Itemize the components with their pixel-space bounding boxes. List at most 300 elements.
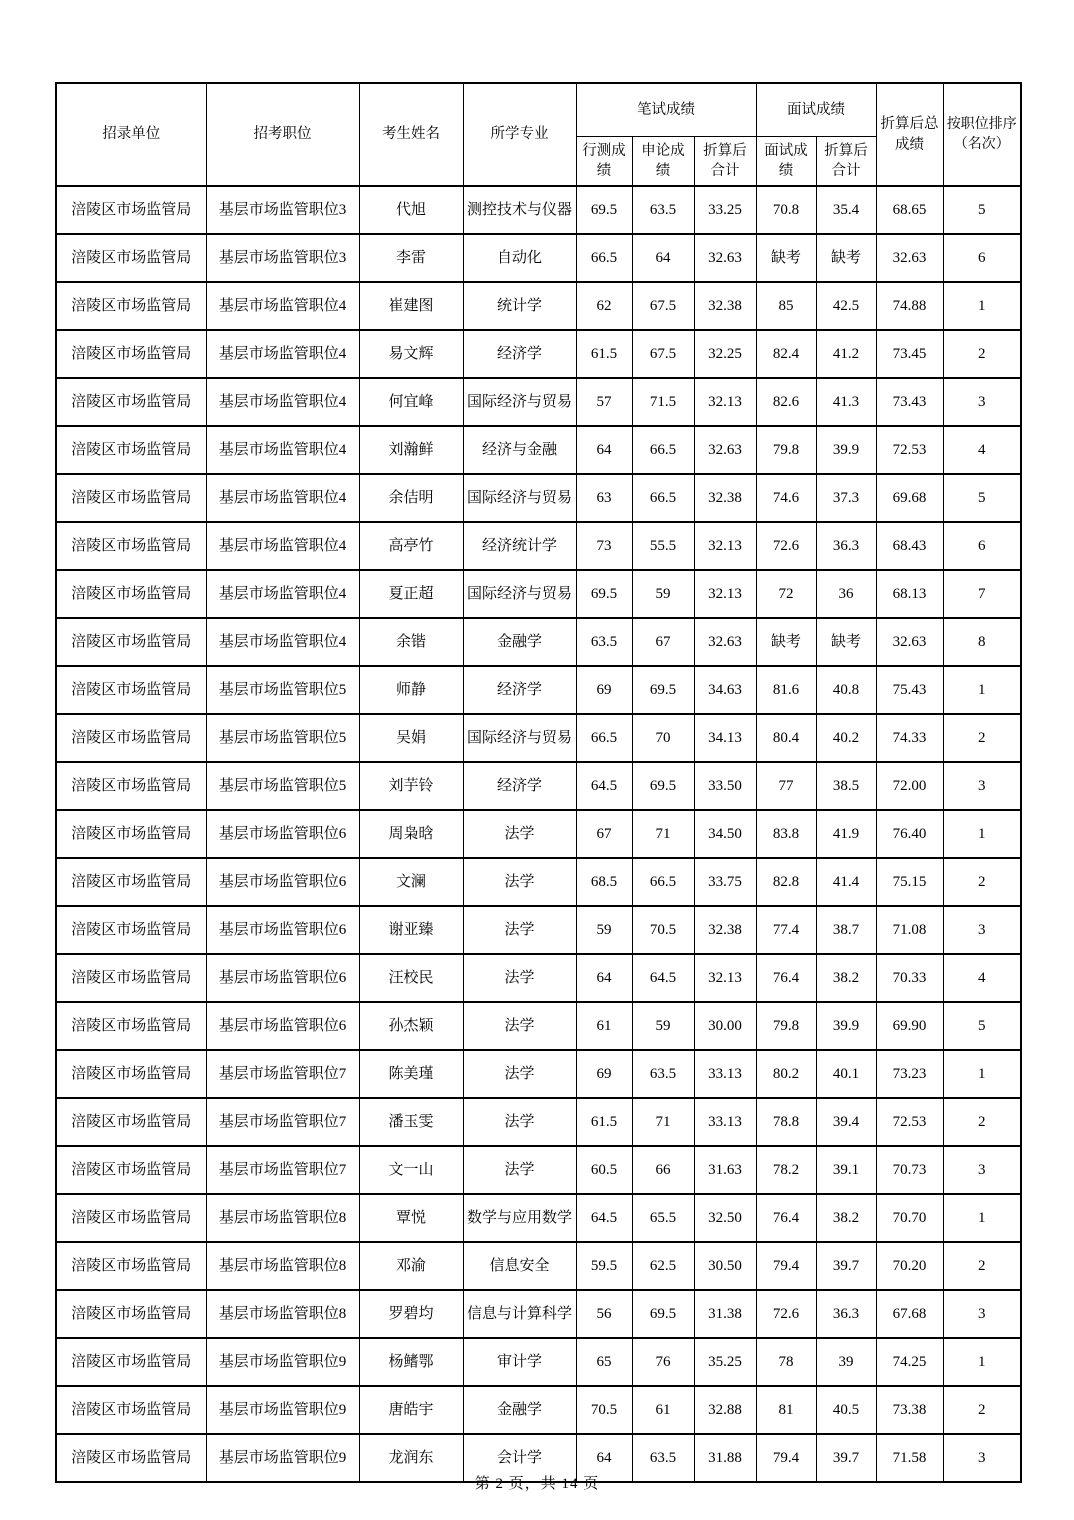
table-row <box>56 474 1021 522</box>
cell-written-converted: 32.38 <box>694 906 756 954</box>
cell-rank: 2 <box>943 1098 1021 1146</box>
cell-interview-converted: 38.2 <box>816 954 876 1002</box>
header-total-score: 折算后总成绩 <box>876 83 943 186</box>
cell-major: 国际经济与贸易 <box>463 570 576 618</box>
cell-position: 基层市场监管职位9 <box>206 1338 359 1386</box>
table-row <box>56 1386 1021 1434</box>
cell-written-converted: 33.75 <box>694 858 756 906</box>
table-row <box>56 186 1021 234</box>
cell-candidate-name: 代旭 <box>359 186 463 234</box>
cell-xingce-score: 66.5 <box>576 714 632 762</box>
cell-major: 法学 <box>463 954 576 1002</box>
cell-major: 法学 <box>463 906 576 954</box>
cell-position: 基层市场监管职位6 <box>206 906 359 954</box>
cell-position: 基层市场监管职位7 <box>206 1050 359 1098</box>
cell-position: 基层市场监管职位4 <box>206 282 359 330</box>
cell-candidate-name: 刘瀚鲜 <box>359 426 463 474</box>
cell-position: 基层市场监管职位4 <box>206 330 359 378</box>
cell-unit: 涪陵区市场监管局 <box>56 1242 206 1290</box>
cell-written-converted: 30.00 <box>694 1002 756 1050</box>
cell-shenlun-score: 70 <box>632 714 694 762</box>
table-row <box>56 810 1021 858</box>
cell-written-converted: 32.88 <box>694 1386 756 1434</box>
cell-unit: 涪陵区市场监管局 <box>56 1050 206 1098</box>
cell-total-score: 74.88 <box>876 282 943 330</box>
cell-rank: 1 <box>943 1194 1021 1242</box>
cell-rank: 1 <box>943 666 1021 714</box>
cell-interview-converted: 缺考 <box>816 618 876 666</box>
cell-written-converted: 32.13 <box>694 378 756 426</box>
cell-total-score: 75.43 <box>876 666 943 714</box>
cell-unit: 涪陵区市场监管局 <box>56 1098 206 1146</box>
cell-total-score: 73.45 <box>876 330 943 378</box>
cell-candidate-name: 吴娟 <box>359 714 463 762</box>
cell-rank: 3 <box>943 906 1021 954</box>
cell-written-converted: 32.13 <box>694 570 756 618</box>
cell-major: 统计学 <box>463 282 576 330</box>
cell-written-converted: 34.63 <box>694 666 756 714</box>
cell-major: 信息与计算科学 <box>463 1290 576 1338</box>
cell-total-score: 67.68 <box>876 1290 943 1338</box>
cell-candidate-name: 汪校民 <box>359 954 463 1002</box>
cell-major: 法学 <box>463 1146 576 1194</box>
cell-position: 基层市场监管职位3 <box>206 186 359 234</box>
cell-shenlun-score: 66.5 <box>632 858 694 906</box>
cell-rank: 2 <box>943 858 1021 906</box>
cell-interview-score: 79.4 <box>756 1242 816 1290</box>
cell-shenlun-score: 65.5 <box>632 1194 694 1242</box>
cell-rank: 2 <box>943 1386 1021 1434</box>
cell-candidate-name: 何宜峰 <box>359 378 463 426</box>
cell-total-score: 73.43 <box>876 378 943 426</box>
table-row <box>56 570 1021 618</box>
cell-shenlun-score: 71 <box>632 1098 694 1146</box>
cell-xingce-score: 69.5 <box>576 186 632 234</box>
cell-total-score: 76.40 <box>876 810 943 858</box>
table-row <box>56 426 1021 474</box>
cell-unit: 涪陵区市场监管局 <box>56 474 206 522</box>
cell-candidate-name: 余佶明 <box>359 474 463 522</box>
cell-shenlun-score: 63.5 <box>632 1434 694 1482</box>
cell-rank: 3 <box>943 1434 1021 1482</box>
cell-interview-score: 83.8 <box>756 810 816 858</box>
cell-shenlun-score: 59 <box>632 1002 694 1050</box>
cell-position: 基层市场监管职位3 <box>206 234 359 282</box>
cell-xingce-score: 61.5 <box>576 1098 632 1146</box>
cell-interview-score: 72.6 <box>756 1290 816 1338</box>
header-row-top <box>56 83 1021 137</box>
cell-unit: 涪陵区市场监管局 <box>56 570 206 618</box>
cell-unit: 涪陵区市场监管局 <box>56 234 206 282</box>
cell-position: 基层市场监管职位6 <box>206 858 359 906</box>
cell-written-converted: 30.50 <box>694 1242 756 1290</box>
cell-rank: 1 <box>943 1338 1021 1386</box>
cell-rank: 4 <box>943 954 1021 1002</box>
cell-total-score: 72.53 <box>876 426 943 474</box>
cell-unit: 涪陵区市场监管局 <box>56 378 206 426</box>
cell-total-score: 69.68 <box>876 474 943 522</box>
cell-shenlun-score: 66 <box>632 1146 694 1194</box>
cell-candidate-name: 文一山 <box>359 1146 463 1194</box>
cell-xingce-score: 64 <box>576 426 632 474</box>
table-row <box>56 618 1021 666</box>
cell-candidate-name: 覃悦 <box>359 1194 463 1242</box>
cell-interview-converted: 36.3 <box>816 1290 876 1338</box>
cell-total-score: 71.08 <box>876 906 943 954</box>
table-row <box>56 234 1021 282</box>
cell-interview-converted: 41.2 <box>816 330 876 378</box>
table-row <box>56 714 1021 762</box>
cell-unit: 涪陵区市场监管局 <box>56 618 206 666</box>
cell-interview-score: 79.8 <box>756 426 816 474</box>
header-interview-converted: 折算后合计 <box>816 137 876 187</box>
cell-rank: 6 <box>943 522 1021 570</box>
cell-interview-converted: 39.4 <box>816 1098 876 1146</box>
cell-interview-score: 78 <box>756 1338 816 1386</box>
cell-unit: 涪陵区市场监管局 <box>56 1146 206 1194</box>
cell-written-converted: 34.13 <box>694 714 756 762</box>
cell-position: 基层市场监管职位7 <box>206 1146 359 1194</box>
table-header <box>56 83 1021 186</box>
cell-shenlun-score: 71 <box>632 810 694 858</box>
cell-interview-converted: 36.3 <box>816 522 876 570</box>
cell-unit: 涪陵区市场监管局 <box>56 1386 206 1434</box>
cell-rank: 1 <box>943 282 1021 330</box>
cell-xingce-score: 61 <box>576 1002 632 1050</box>
cell-shenlun-score: 69.5 <box>632 762 694 810</box>
table-row <box>56 378 1021 426</box>
cell-written-converted: 31.88 <box>694 1434 756 1482</box>
table-row <box>56 1002 1021 1050</box>
cell-total-score: 68.43 <box>876 522 943 570</box>
table-row <box>56 666 1021 714</box>
cell-shenlun-score: 62.5 <box>632 1242 694 1290</box>
cell-written-converted: 33.13 <box>694 1098 756 1146</box>
cell-major: 法学 <box>463 1098 576 1146</box>
cell-interview-score: 74.6 <box>756 474 816 522</box>
cell-unit: 涪陵区市场监管局 <box>56 954 206 1002</box>
cell-candidate-name: 孙杰颖 <box>359 1002 463 1050</box>
cell-shenlun-score: 63.5 <box>632 1050 694 1098</box>
cell-total-score: 70.73 <box>876 1146 943 1194</box>
cell-xingce-score: 64 <box>576 1434 632 1482</box>
cell-position: 基层市场监管职位6 <box>206 1002 359 1050</box>
table-row <box>56 858 1021 906</box>
cell-position: 基层市场监管职位4 <box>206 426 359 474</box>
cell-shenlun-score: 64.5 <box>632 954 694 1002</box>
table-row <box>56 1242 1021 1290</box>
cell-shenlun-score: 71.5 <box>632 378 694 426</box>
cell-shenlun-score: 64 <box>632 234 694 282</box>
cell-major: 测控技术与仪器 <box>463 186 576 234</box>
cell-interview-converted: 38.5 <box>816 762 876 810</box>
cell-position: 基层市场监管职位4 <box>206 618 359 666</box>
table-row <box>56 1098 1021 1146</box>
cell-unit: 涪陵区市场监管局 <box>56 1338 206 1386</box>
cell-written-converted: 32.13 <box>694 954 756 1002</box>
cell-rank: 6 <box>943 234 1021 282</box>
cell-written-converted: 32.13 <box>694 522 756 570</box>
cell-interview-converted: 40.2 <box>816 714 876 762</box>
cell-interview-score: 82.4 <box>756 330 816 378</box>
cell-written-converted: 33.13 <box>694 1050 756 1098</box>
table-row <box>56 1194 1021 1242</box>
cell-shenlun-score: 55.5 <box>632 522 694 570</box>
cell-position: 基层市场监管职位6 <box>206 954 359 1002</box>
cell-candidate-name: 杨鳍鄂 <box>359 1338 463 1386</box>
cell-written-converted: 32.63 <box>694 426 756 474</box>
cell-xingce-score: 64.5 <box>576 762 632 810</box>
cell-total-score: 72.00 <box>876 762 943 810</box>
cell-xingce-score: 56 <box>576 1290 632 1338</box>
cell-xingce-score: 73 <box>576 522 632 570</box>
cell-major: 法学 <box>463 858 576 906</box>
cell-position: 基层市场监管职位9 <box>206 1434 359 1482</box>
cell-candidate-name: 崔建图 <box>359 282 463 330</box>
cell-unit: 涪陵区市场监管局 <box>56 522 206 570</box>
cell-total-score: 73.23 <box>876 1050 943 1098</box>
cell-interview-score: 81 <box>756 1386 816 1434</box>
cell-rank: 3 <box>943 762 1021 810</box>
cell-position: 基层市场监管职位5 <box>206 666 359 714</box>
cell-interview-converted: 39.9 <box>816 426 876 474</box>
cell-interview-converted: 39.9 <box>816 1002 876 1050</box>
cell-shenlun-score: 61 <box>632 1386 694 1434</box>
cell-total-score: 32.63 <box>876 234 943 282</box>
cell-rank: 3 <box>943 1290 1021 1338</box>
cell-interview-converted: 38.2 <box>816 1194 876 1242</box>
cell-interview-converted: 38.7 <box>816 906 876 954</box>
cell-unit: 涪陵区市场监管局 <box>56 906 206 954</box>
cell-interview-score: 77.4 <box>756 906 816 954</box>
cell-interview-converted: 42.5 <box>816 282 876 330</box>
cell-interview-score: 72 <box>756 570 816 618</box>
cell-total-score: 74.25 <box>876 1338 943 1386</box>
cell-interview-score: 70.8 <box>756 186 816 234</box>
cell-written-converted: 32.63 <box>694 234 756 282</box>
cell-major: 信息安全 <box>463 1242 576 1290</box>
cell-candidate-name: 文澜 <box>359 858 463 906</box>
table-row <box>56 762 1021 810</box>
cell-written-converted: 31.63 <box>694 1146 756 1194</box>
cell-candidate-name: 谢亚臻 <box>359 906 463 954</box>
cell-major: 审计学 <box>463 1338 576 1386</box>
cell-total-score: 75.15 <box>876 858 943 906</box>
cell-shenlun-score: 67 <box>632 618 694 666</box>
cell-rank: 1 <box>943 810 1021 858</box>
cell-candidate-name: 李雷 <box>359 234 463 282</box>
cell-interview-score: 76.4 <box>756 954 816 1002</box>
cell-position: 基层市场监管职位8 <box>206 1194 359 1242</box>
cell-major: 国际经济与贸易 <box>463 474 576 522</box>
table-row <box>56 1146 1021 1194</box>
cell-unit: 涪陵区市场监管局 <box>56 186 206 234</box>
cell-candidate-name: 夏正超 <box>359 570 463 618</box>
cell-interview-score: 81.6 <box>756 666 816 714</box>
cell-xingce-score: 66.5 <box>576 234 632 282</box>
cell-interview-converted: 41.4 <box>816 858 876 906</box>
cell-written-converted: 33.25 <box>694 186 756 234</box>
cell-major: 经济统计学 <box>463 522 576 570</box>
cell-interview-converted: 41.9 <box>816 810 876 858</box>
cell-interview-score: 82.6 <box>756 378 816 426</box>
cell-interview-converted: 40.1 <box>816 1050 876 1098</box>
cell-unit: 涪陵区市场监管局 <box>56 1434 206 1482</box>
table-row <box>56 1338 1021 1386</box>
table-body <box>56 186 1021 1482</box>
cell-position: 基层市场监管职位4 <box>206 378 359 426</box>
table-row <box>56 330 1021 378</box>
cell-total-score: 70.33 <box>876 954 943 1002</box>
cell-major: 金融学 <box>463 618 576 666</box>
cell-position: 基层市场监管职位7 <box>206 1098 359 1146</box>
cell-interview-converted: 40.5 <box>816 1386 876 1434</box>
cell-rank: 7 <box>943 570 1021 618</box>
cell-position: 基层市场监管职位5 <box>206 714 359 762</box>
cell-position: 基层市场监管职位8 <box>206 1242 359 1290</box>
cell-position: 基层市场监管职位6 <box>206 810 359 858</box>
cell-position: 基层市场监管职位4 <box>206 474 359 522</box>
cell-interview-converted: 39.7 <box>816 1434 876 1482</box>
header-rank: 按职位排序（名次） <box>943 83 1021 186</box>
cell-total-score: 72.53 <box>876 1098 943 1146</box>
table-row <box>56 1050 1021 1098</box>
cell-xingce-score: 60.5 <box>576 1146 632 1194</box>
cell-total-score: 68.13 <box>876 570 943 618</box>
cell-interview-score: 76.4 <box>756 1194 816 1242</box>
cell-written-converted: 32.38 <box>694 474 756 522</box>
cell-shenlun-score: 63.5 <box>632 186 694 234</box>
cell-xingce-score: 62 <box>576 282 632 330</box>
cell-interview-score: 77 <box>756 762 816 810</box>
cell-total-score: 68.65 <box>876 186 943 234</box>
cell-major: 会计学 <box>463 1434 576 1482</box>
score-table <box>55 82 1022 1483</box>
cell-interview-score: 79.8 <box>756 1002 816 1050</box>
cell-xingce-score: 59.5 <box>576 1242 632 1290</box>
cell-candidate-name: 罗碧均 <box>359 1290 463 1338</box>
cell-rank: 5 <box>943 474 1021 522</box>
cell-rank: 5 <box>943 1002 1021 1050</box>
cell-major: 法学 <box>463 1050 576 1098</box>
cell-major: 经济学 <box>463 666 576 714</box>
cell-major: 数学与应用数学 <box>463 1194 576 1242</box>
cell-position: 基层市场监管职位4 <box>206 570 359 618</box>
page-number: 第 2 页，共 14 页 <box>474 1476 600 1492</box>
cell-interview-converted: 37.3 <box>816 474 876 522</box>
cell-xingce-score: 67 <box>576 810 632 858</box>
cell-interview-score: 80.2 <box>756 1050 816 1098</box>
cell-interview-converted: 缺考 <box>816 234 876 282</box>
header-shenlun-score: 申论成绩 <box>632 137 694 187</box>
cell-total-score: 69.90 <box>876 1002 943 1050</box>
cell-unit: 涪陵区市场监管局 <box>56 1290 206 1338</box>
cell-interview-score: 78.8 <box>756 1098 816 1146</box>
cell-xingce-score: 70.5 <box>576 1386 632 1434</box>
cell-major: 自动化 <box>463 234 576 282</box>
cell-rank: 2 <box>943 330 1021 378</box>
cell-major: 经济学 <box>463 762 576 810</box>
header-written-converted: 折算后合计 <box>694 137 756 187</box>
cell-unit: 涪陵区市场监管局 <box>56 426 206 474</box>
cell-major: 国际经济与贸易 <box>463 378 576 426</box>
cell-candidate-name: 易文辉 <box>359 330 463 378</box>
cell-interview-score: 72.6 <box>756 522 816 570</box>
cell-candidate-name: 龙润东 <box>359 1434 463 1482</box>
header-candidate-name: 考生姓名 <box>359 83 463 186</box>
cell-interview-converted: 35.4 <box>816 186 876 234</box>
cell-unit: 涪陵区市场监管局 <box>56 282 206 330</box>
cell-unit: 涪陵区市场监管局 <box>56 762 206 810</box>
cell-written-converted: 34.50 <box>694 810 756 858</box>
cell-rank: 3 <box>943 1146 1021 1194</box>
cell-major: 国际经济与贸易 <box>463 714 576 762</box>
cell-rank: 2 <box>943 714 1021 762</box>
cell-interview-score: 80.4 <box>756 714 816 762</box>
cell-written-converted: 32.38 <box>694 282 756 330</box>
cell-interview-score: 85 <box>756 282 816 330</box>
cell-rank: 4 <box>943 426 1021 474</box>
cell-rank: 5 <box>943 186 1021 234</box>
cell-major: 法学 <box>463 1002 576 1050</box>
cell-written-converted: 35.25 <box>694 1338 756 1386</box>
cell-written-converted: 32.50 <box>694 1194 756 1242</box>
cell-xingce-score: 59 <box>576 906 632 954</box>
cell-interview-score: 79.4 <box>756 1434 816 1482</box>
cell-total-score: 71.58 <box>876 1434 943 1482</box>
cell-position: 基层市场监管职位5 <box>206 762 359 810</box>
cell-position: 基层市场监管职位8 <box>206 1290 359 1338</box>
cell-shenlun-score: 59 <box>632 570 694 618</box>
cell-major: 经济与金融 <box>463 426 576 474</box>
header-group-interview-score: 面试成绩 <box>756 83 876 137</box>
cell-xingce-score: 65 <box>576 1338 632 1386</box>
cell-major: 经济学 <box>463 330 576 378</box>
cell-shenlun-score: 66.5 <box>632 474 694 522</box>
cell-written-converted: 33.50 <box>694 762 756 810</box>
cell-xingce-score: 69.5 <box>576 570 632 618</box>
cell-shenlun-score: 76 <box>632 1338 694 1386</box>
cell-xingce-score: 63.5 <box>576 618 632 666</box>
header-xingce-score: 行测成绩 <box>576 137 632 187</box>
cell-interview-score: 78.2 <box>756 1146 816 1194</box>
cell-unit: 涪陵区市场监管局 <box>56 858 206 906</box>
cell-unit: 涪陵区市场监管局 <box>56 666 206 714</box>
cell-total-score: 32.63 <box>876 618 943 666</box>
cell-shenlun-score: 66.5 <box>632 426 694 474</box>
cell-interview-converted: 36 <box>816 570 876 618</box>
cell-interview-score: 缺考 <box>756 234 816 282</box>
cell-total-score: 73.38 <box>876 1386 943 1434</box>
cell-candidate-name: 潘玉雯 <box>359 1098 463 1146</box>
cell-shenlun-score: 67.5 <box>632 330 694 378</box>
cell-xingce-score: 69 <box>576 1050 632 1098</box>
cell-candidate-name: 陈美瑾 <box>359 1050 463 1098</box>
cell-position: 基层市场监管职位4 <box>206 522 359 570</box>
cell-shenlun-score: 67.5 <box>632 282 694 330</box>
cell-total-score: 70.70 <box>876 1194 943 1242</box>
cell-total-score: 74.33 <box>876 714 943 762</box>
cell-xingce-score: 57 <box>576 378 632 426</box>
cell-unit: 涪陵区市场监管局 <box>56 330 206 378</box>
header-major: 所学专业 <box>463 83 576 186</box>
cell-xingce-score: 64 <box>576 954 632 1002</box>
cell-candidate-name: 高亭竹 <box>359 522 463 570</box>
header-unit: 招录单位 <box>56 83 206 186</box>
cell-xingce-score: 68.5 <box>576 858 632 906</box>
cell-major: 法学 <box>463 810 576 858</box>
header-group-written-score: 笔试成绩 <box>576 83 756 137</box>
